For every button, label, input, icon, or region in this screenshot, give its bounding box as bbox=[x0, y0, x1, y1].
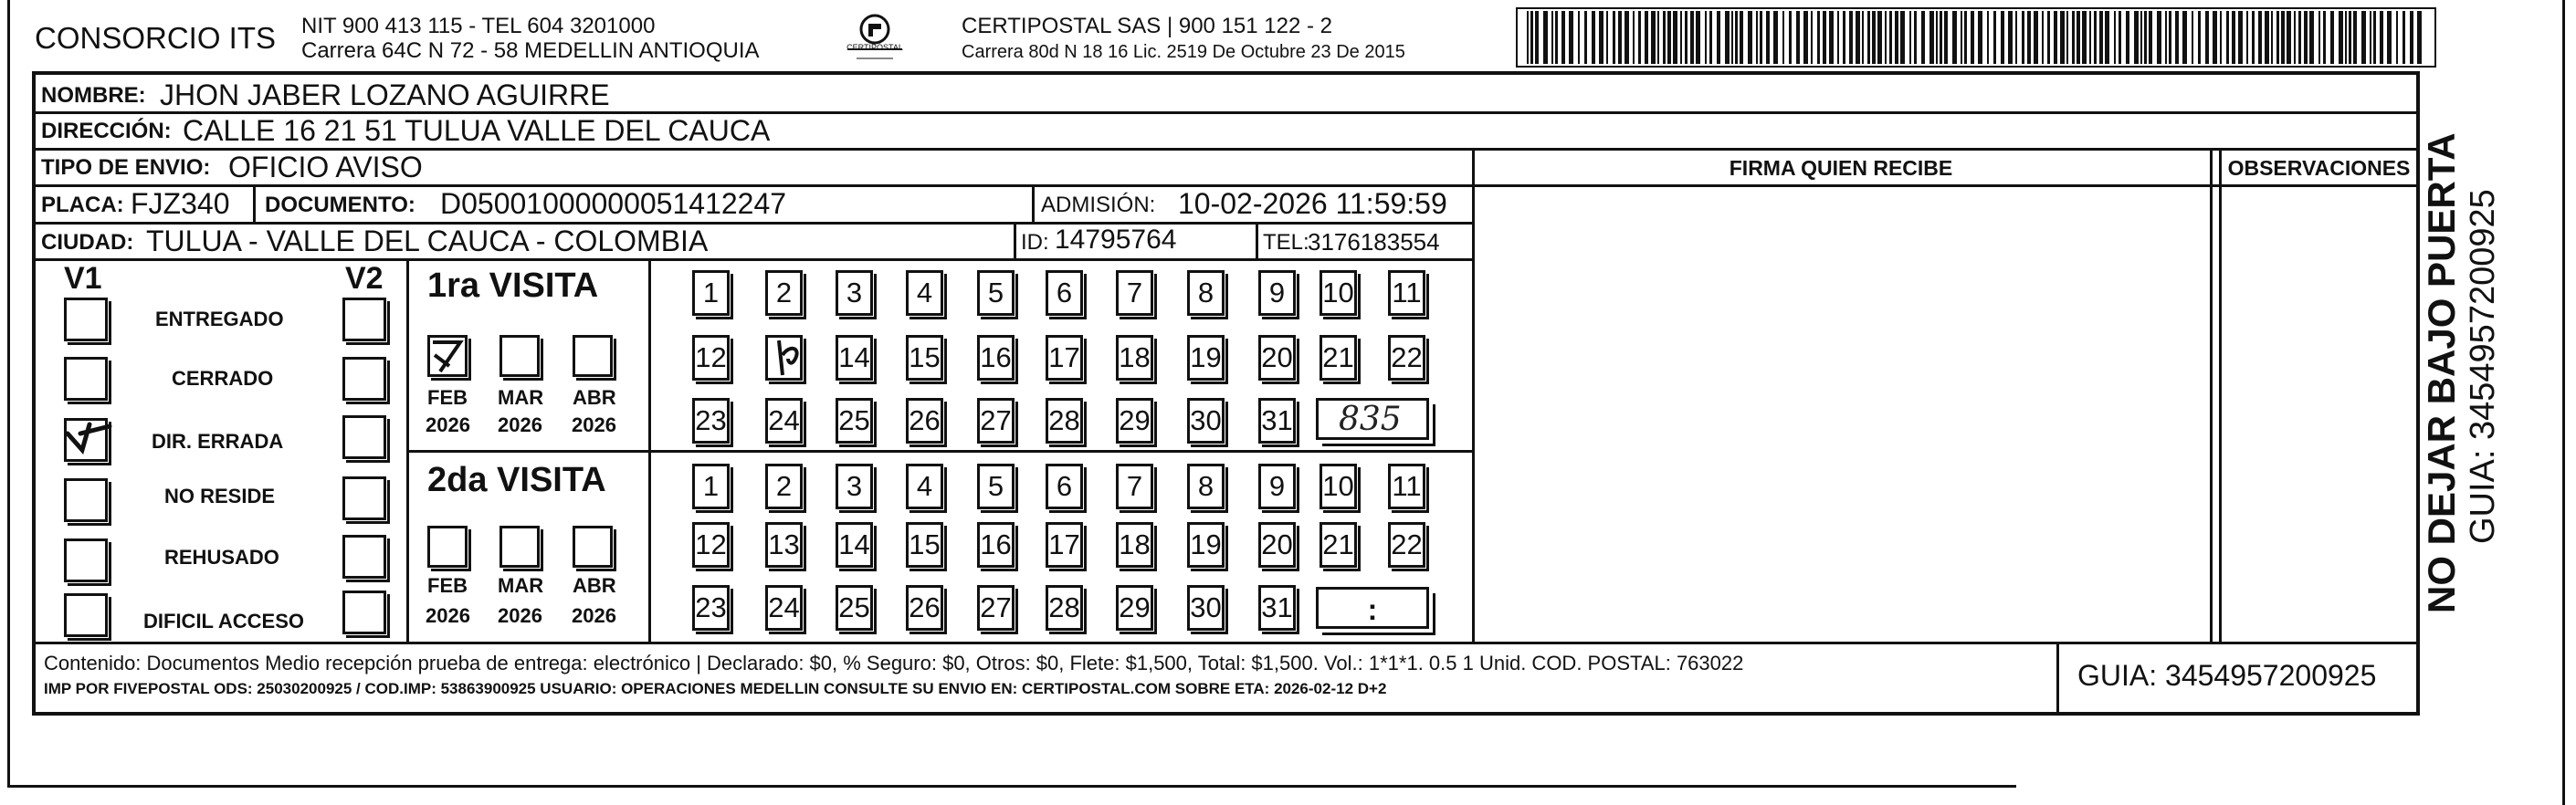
visit1-day-23[interactable]: 23 bbox=[692, 398, 730, 444]
visit1-day-18[interactable]: 18 bbox=[1116, 335, 1153, 381]
visit2-day-7[interactable]: 7 bbox=[1116, 464, 1153, 509]
visit1-day-21[interactable]: 21 bbox=[1320, 335, 1357, 381]
nit-line: NIT 900 413 115 - TEL 604 3201000 bbox=[301, 14, 656, 38]
visit1-month-abr-checkbox[interactable] bbox=[573, 335, 613, 377]
admision-label: ADMISIÓN: bbox=[1041, 193, 1156, 217]
v2-rehusado-checkbox[interactable] bbox=[342, 535, 386, 579]
visit2-day-11[interactable]: 11 bbox=[1388, 464, 1425, 509]
visit2-day-10[interactable]: 10 bbox=[1320, 464, 1357, 509]
certipostal-logo-icon bbox=[838, 11, 911, 66]
visit2-day-3[interactable]: 3 bbox=[836, 464, 873, 509]
status-label-entregado: ENTREGADO bbox=[155, 308, 284, 330]
scan-edge-bottom bbox=[7, 785, 2016, 788]
nombre-label: NOMBRE: bbox=[41, 83, 146, 108]
footer-contenido: Contenido: Documentos Medio recepción prueba de entrega: electrónico | Declarado: $0, % Seguro: $0, Otros: $0, Flete: $1,500, Total: $1,500. Vol.: 1*1*1. 0.5 1 Unid. COD. POSTAL: 763022 bbox=[44, 652, 1744, 674]
v2-dificil-acceso-checkbox[interactable] bbox=[342, 591, 386, 634]
footer-guia: GUIA: 3454957200925 bbox=[2077, 659, 2377, 692]
status-label-rehusado: REHUSADO bbox=[164, 546, 279, 569]
tel-value: 3176183554 bbox=[1308, 228, 1440, 256]
visit2-day-15[interactable]: 15 bbox=[906, 522, 943, 568]
visit1-day-24[interactable]: 24 bbox=[765, 398, 803, 444]
visit1-day-19[interactable]: 19 bbox=[1187, 335, 1225, 381]
carrier-license: Carrera 80d N 18 16 Lic. 2519 De Octubre 23 De 2015 bbox=[962, 42, 1405, 62]
visit2-day-21[interactable]: 21 bbox=[1320, 522, 1357, 568]
visit1-day-3[interactable]: 3 bbox=[836, 270, 873, 316]
visit1-day-30[interactable]: 30 bbox=[1187, 398, 1225, 444]
status-label-no-reside: NO RESIDE bbox=[164, 485, 276, 507]
visit1-day-16[interactable]: 16 bbox=[977, 335, 1015, 381]
visit2-month-mar-checkbox[interactable] bbox=[499, 526, 540, 568]
documento-label: DOCUMENTO: bbox=[265, 193, 415, 217]
v1-dir-errada-checkbox[interactable] bbox=[64, 418, 108, 462]
visit1-month-feb: FEB bbox=[427, 386, 468, 409]
visit1-title: 1ra VISITA bbox=[427, 267, 599, 305]
company-name: CONSORCIO ITS bbox=[35, 21, 277, 55]
visit1-time-handwritten: 835 bbox=[1339, 401, 1402, 438]
check-mark-icon bbox=[64, 413, 119, 457]
footer-imp: IMP POR FIVEPOSTAL ODS: 25030200925 / COD.IMP: 53863900925 USUARIO: OPERACIONES MEDELLIN CONSULTE SU ENVIO EN: CERTIPOSTAL.COM SOBRE ETA: 2026-02-12 D+2 bbox=[44, 680, 1387, 697]
visit1-day-9[interactable]: 9 bbox=[1258, 270, 1296, 316]
visit1-day-28[interactable]: 28 bbox=[1046, 398, 1083, 444]
visit2-day-20[interactable]: 20 bbox=[1258, 522, 1296, 568]
tel-label: TEL: bbox=[1263, 230, 1309, 255]
visit1-day-13[interactable] bbox=[765, 335, 803, 381]
visit2-day-14[interactable]: 14 bbox=[836, 522, 873, 568]
visit2-day-27[interactable]: 27 bbox=[977, 585, 1015, 631]
address-line: Carrera 64C N 72 - 58 MEDELLIN ANTIOQUIA bbox=[301, 38, 760, 63]
visit1-day-27[interactable]: 27 bbox=[977, 398, 1015, 444]
visit2-day-19[interactable]: 19 bbox=[1187, 522, 1225, 568]
visit2-day-18[interactable]: 18 bbox=[1116, 522, 1153, 568]
id-label: ID: bbox=[1021, 230, 1049, 255]
tipo-envio-value: OFICIO AVISO bbox=[228, 151, 423, 183]
placa-label: PLACA: bbox=[41, 193, 124, 217]
visit1-day-15[interactable]: 15 bbox=[906, 335, 943, 381]
visit1-day-1[interactable]: 1 bbox=[692, 270, 730, 316]
visit2-day-1[interactable]: 1 bbox=[692, 464, 730, 509]
visit1-day-6[interactable]: 6 bbox=[1046, 270, 1083, 316]
direccion-label: DIRECCIÓN: bbox=[41, 119, 172, 143]
v1-header: V1 bbox=[64, 261, 102, 296]
admision-value: 10-02-2026 11:59:59 bbox=[1178, 187, 1447, 220]
v2-cerrado-checkbox[interactable] bbox=[342, 357, 386, 401]
visit2-month-feb: FEB bbox=[427, 574, 468, 597]
visit2-day-31[interactable]: 31 bbox=[1258, 585, 1296, 631]
status-label-dir-errada: DIR. ERRADA bbox=[152, 430, 284, 453]
v1-dificil-acceso-checkbox[interactable] bbox=[64, 593, 108, 637]
visit1-day-31[interactable]: 31 bbox=[1258, 398, 1296, 444]
visit1-day-5[interactable]: 5 bbox=[977, 270, 1015, 316]
scan-edge-left bbox=[7, 0, 10, 785]
visit1-month-abr: ABR bbox=[573, 386, 616, 409]
v2-no-reside-checkbox[interactable] bbox=[342, 476, 386, 520]
check-mark-icon bbox=[427, 335, 468, 377]
visit2-time-box-shadow bbox=[1322, 593, 1435, 635]
visit2-day-5[interactable]: 5 bbox=[977, 464, 1015, 509]
visit1-month-mar-checkbox[interactable] bbox=[499, 335, 540, 377]
visit1-month-mar: MAR bbox=[498, 386, 544, 409]
visit2-day-16[interactable]: 16 bbox=[977, 522, 1015, 568]
visit2-day-6[interactable]: 6 bbox=[1046, 464, 1083, 509]
visit2-day-29[interactable]: 29 bbox=[1116, 585, 1153, 631]
visit1-day-7[interactable]: 7 bbox=[1116, 270, 1153, 316]
documento-value: D05001000000051412247 bbox=[440, 187, 787, 220]
tipo-envio-label: TIPO DE ENVIO: bbox=[41, 155, 211, 180]
v2-header: V2 bbox=[345, 261, 384, 296]
visit2-month-abr-checkbox[interactable] bbox=[573, 526, 613, 568]
visit2-month-abr: ABR bbox=[573, 574, 616, 597]
visit2-time-separator: : bbox=[1367, 593, 1378, 626]
visit2-day-8[interactable]: 8 bbox=[1187, 464, 1225, 509]
visit2-day-30[interactable]: 30 bbox=[1187, 585, 1225, 631]
scan-edge-right bbox=[2562, 0, 2565, 805]
ciudad-label: CIUDAD: bbox=[41, 230, 134, 255]
visit2-day-22[interactable]: 22 bbox=[1388, 522, 1425, 568]
visit1-day-26[interactable]: 26 bbox=[906, 398, 943, 444]
visit1-day-10[interactable]: 10 bbox=[1320, 270, 1357, 316]
visit1-day-25[interactable]: 25 bbox=[836, 398, 873, 444]
side-warning: NO DEJAR BAJO PUERTA bbox=[2420, 132, 2463, 613]
barcode bbox=[1516, 7, 2436, 68]
v1-entregado-checkbox[interactable] bbox=[64, 298, 108, 341]
visit1-day-17[interactable]: 17 bbox=[1046, 335, 1083, 381]
visit1-year-mar: 2026 bbox=[498, 413, 542, 436]
direccion-value: CALLE 16 21 51 TULUA VALLE DEL CAUCA bbox=[183, 114, 771, 147]
visit1-day-4[interactable]: 4 bbox=[906, 270, 943, 316]
visit2-day-12[interactable]: 12 bbox=[692, 522, 730, 568]
carrier-line: CERTIPOSTAL SAS | 900 151 122 - 2 bbox=[962, 14, 1332, 38]
visit1-month-feb-checkbox[interactable] bbox=[427, 335, 468, 377]
visit2-month-mar: MAR bbox=[498, 574, 544, 597]
side-guia: GUIA: 3454957200925 bbox=[2464, 189, 2502, 544]
nombre-value: JHON JABER LOZANO AGUIRRE bbox=[160, 78, 610, 111]
visit2-day-24[interactable]: 24 bbox=[765, 585, 803, 631]
v1-cerrado-checkbox[interactable] bbox=[64, 357, 108, 401]
visit2-day-2[interactable]: 2 bbox=[765, 464, 803, 509]
visit1-day-22[interactable]: 22 bbox=[1388, 335, 1425, 381]
visit1-day-20[interactable]: 20 bbox=[1258, 335, 1296, 381]
v2-entregado-checkbox[interactable] bbox=[342, 298, 386, 341]
v1-rehusado-checkbox[interactable] bbox=[64, 538, 108, 582]
visit2-day-17[interactable]: 17 bbox=[1046, 522, 1083, 568]
visit2-year-feb: 2026 bbox=[426, 604, 470, 627]
observaciones-header: OBSERVACIONES bbox=[2227, 156, 2411, 180]
visit1-time-box-shadow bbox=[1322, 404, 1435, 446]
v1-no-reside-checkbox[interactable] bbox=[64, 478, 108, 522]
visit1-year-abr: 2026 bbox=[572, 413, 616, 436]
visit1-year-feb: 2026 bbox=[426, 413, 470, 436]
visit1-day-29[interactable]: 29 bbox=[1116, 398, 1153, 444]
handwritten-mark-icon bbox=[768, 335, 800, 381]
visit2-day-26[interactable]: 26 bbox=[906, 585, 943, 631]
status-label-cerrado: CERRADO bbox=[172, 367, 274, 390]
visit2-day-25[interactable]: 25 bbox=[836, 585, 873, 631]
visit2-month-feb-checkbox[interactable] bbox=[427, 526, 468, 568]
visit2-title: 2da VISITA bbox=[427, 461, 606, 499]
visit2-day-9[interactable]: 9 bbox=[1258, 464, 1296, 509]
logo-caption: CERTIPOSTAL bbox=[846, 43, 903, 52]
id-value: 14795764 bbox=[1055, 225, 1177, 255]
status-label-dificil-acceso: DIFICIL ACCESO bbox=[143, 610, 305, 632]
visit1-day-12[interactable]: 12 bbox=[692, 335, 730, 381]
ciudad-value: TULUA - VALLE DEL CAUCA - COLOMBIA bbox=[146, 225, 709, 257]
visit1-day-8[interactable]: 8 bbox=[1187, 270, 1225, 316]
visit2-year-abr: 2026 bbox=[572, 604, 616, 627]
visit2-day-28[interactable]: 28 bbox=[1046, 585, 1083, 631]
visit2-day-13[interactable]: 13 bbox=[765, 522, 803, 568]
visit2-day-23[interactable]: 23 bbox=[692, 585, 730, 631]
placa-value: FJZ340 bbox=[131, 187, 230, 220]
visit1-day-2[interactable]: 2 bbox=[765, 270, 803, 316]
firma-header: FIRMA QUIEN RECIBE bbox=[1729, 156, 1953, 180]
visit1-day-14[interactable]: 14 bbox=[836, 335, 873, 381]
v2-dir-errada-checkbox[interactable] bbox=[342, 415, 386, 459]
visit2-day-4[interactable]: 4 bbox=[906, 464, 943, 509]
visit1-day-11[interactable]: 11 bbox=[1388, 270, 1425, 316]
visit2-year-mar: 2026 bbox=[498, 604, 542, 627]
